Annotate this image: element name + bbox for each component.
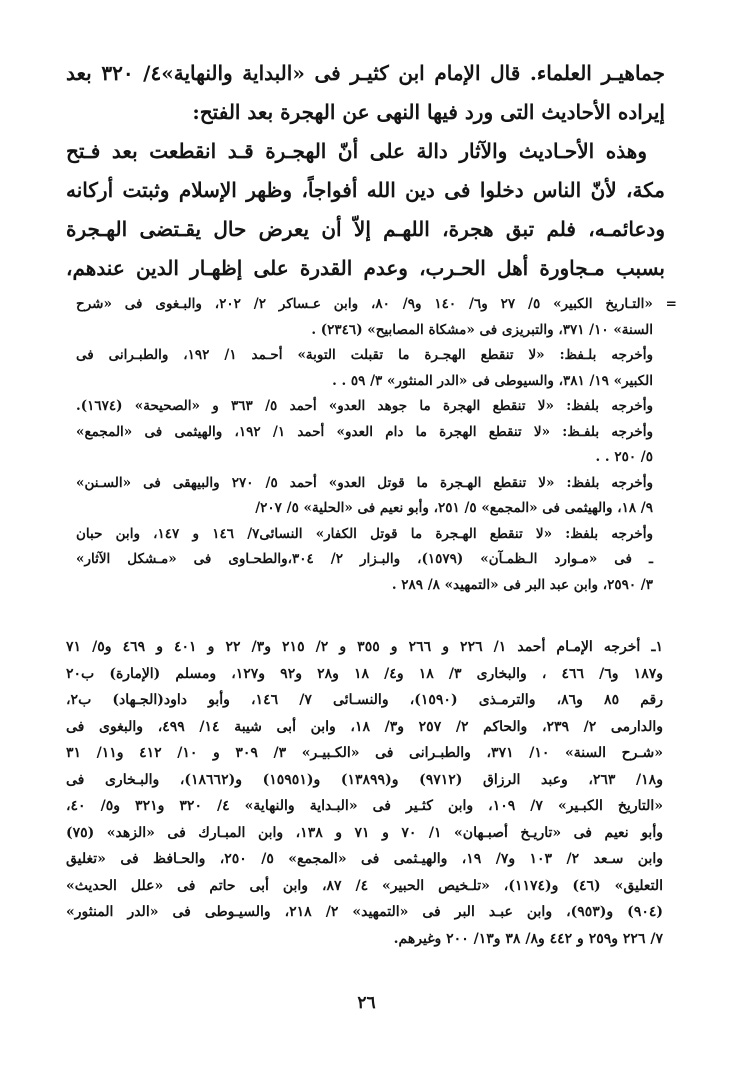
footnote-line: ٩/ ١٨، والهيثمى فى «المجمع» ٥/ ٢٥١، وأبو نعيم فى «الحلية» ٥/ ٢٠٧/ <box>255 500 653 516</box>
footnote-line: وابن سـعد ٢/ ١٠٣ و٧/ ١٩، والهيـثمى فى «المجمع» ٥/ ٢٥٠، والحـافظ فى «تغليق <box>66 851 663 867</box>
main-text-line: بسبب مـجاورة أهل الحـرب، وعدم القدرة على إظهـار الدين عندهم، <box>66 256 665 280</box>
footnote-line: و١٨/ ٢٦٣، وعبد الرزاق (٩٧١٢) و(١٣٨٩٩) و(١٥٩٥١) و(١٨٦٦٢)، والبـخارى فى <box>66 771 663 788</box>
footnote-1 <box>66 634 663 952</box>
footnote-line: وأخرجه بلفظ: «لا تنقطع الهـجرة ما قوتل العدو» أحمد ٥/ ٢٧٠ والبيهقى فى «السـنن» <box>76 474 654 491</box>
main-text-line: إيراده الأحاديث التى ورد فيها النهى عن الهجرة بعد الفتح: <box>192 100 665 124</box>
footnote-line: (٩٠٤) و(٩٥٣)، وابن عبـد البر فى «التمهيد» ٢/ ٢١٨، والسيـوطى فى «الدر المنثور» <box>66 904 663 920</box>
footnote-line: ٣/ ٢٥٩٠، وابن عبد البر فى «التمهيد» ٨/ ٢٨٩ . <box>391 576 653 593</box>
footnote-line: و١٨٧ و٦/ ٤٦٦ ، والبخارى ٣/ ١٨ و٤/ ١٨ و٢٨ و٩٢ و١٢٧، ومسلم (الإمارة) ب٢٠ <box>66 665 663 682</box>
main-text-line: ودعائمـه، فلم تبق هجرة، اللهـم إلاّ أن يعرض حال يقـتضى الهـجرة <box>66 217 665 241</box>
footnote-line: «التاريخ الكبـير» ٧/ ١٠٩، وابن كثـير فى «البـداية والنهاية» ٤/ ٣٢٠ و٣٢١ و٥/ ٤٠، <box>66 798 663 814</box>
footnote-line: = «التـاريخ الكبير» ٥/ ٢٧ و٦/ ١٤٠ و٩/ ٨٠، وابن عـساكر ٢/ ٢٠٢، والبـغوى فى «شرح <box>76 296 677 312</box>
main-text-line: وهذه الأحـاديث والآثار دالة على أنّ الهجـرة قـد انقطعت بعد فـتح <box>66 139 647 163</box>
main-text-line: مكة، لأنّ الناس دخلوا فى دين الله أفواجاً، وظهر الإسلام وثبتت أركانه <box>66 178 665 202</box>
footnote-line: السنة» ١٠/ ٣٧١، والتبريزى فى «مشكاة المصابيح» (٢٣٤٦) . <box>311 321 653 338</box>
footnote-line: وأخرجه بلفظ: «لا تنقطع الهـجرة ما قوتل الكفار» النسائى٧/ ١٤٦ و ١٤٧، وابن حبان <box>76 525 653 542</box>
footnote-line: وأخرجه بلفـظ: «لا تنقطع الهجرة ما دام العدو» أحمد ١/ ١٩٢، والهيثمى فى «المجمع» <box>76 423 653 440</box>
footnotes-continued <box>76 292 677 598</box>
footnote-line: التعليق» (٤٦) و(١١٧٤)، «تلـخيص الحبير» ٤/ ٨٧، وابن أبى حاتم فى «علل الحديث» <box>66 877 663 894</box>
footnote-line: ـ فى «مـوارد الـظمـآن» (١٥٧٩)، والبـزار ٢/ ٣٠٤،والطحـاوى فى «مـشكل الآثار» <box>76 551 653 567</box>
footnote-line: ٧/ ٢٢٦ و٢٥٩ و ٤٤٢ و٨/ ٣٨ و١٣/ ٢٠٠ وغيرهم. <box>393 930 663 947</box>
main-text <box>66 54 665 288</box>
footnote-line: والدارمى ٢/ ٢٣٩، والحاكم ٢/ ٢٥٧ و٣/ ١٨، وابن أبى شيبة ١٤/ ٤٩٩، والبغوى فى <box>66 718 663 735</box>
footnote-line: رقم ٨٥ و٨٦، والترمـذى (١٥٩٠)، والنسـائى ٧/ ١٤٦، وأبو داود(الجـهاد) ب٢، <box>66 692 663 708</box>
footnote-line: ٥/ ٢٥٠ . . <box>595 449 653 465</box>
footnote-line: ١ـ أخرجه الإمـام أحمد ١/ ٢٢٦ و ٢٦٦ و ٣٥٥ و ٢/ ٢١٥ و٣/ ٢٢ و ٤٠١ و ٤٦٩ و٥/ ٧١ <box>66 639 663 655</box>
footnote-line: الكبير» ١٩/ ٣٨١، والسيوطى فى «الدر المنثور» ٣/ ٥٩ . . <box>332 372 653 389</box>
footnote-line: «شـرح السنة» ١٠/ ٣٧١، والطبـرانى فى «الكـبيـر» ٣/ ٣٠٩ و ١٠/ ٤١٢ و١١/ ٣١ <box>66 745 663 761</box>
footnote-line: وأخرجه بلـفظ: «لا تنقطع الهجـرة ما تقبلت التوبة» أحـمد ١/ ١٩٢، والطبـرانى فى <box>76 347 653 363</box>
footnote-line: وأبو نعيم فى «تاريـخ أصبـهان» ١/ ٧٠ و ٧١ و ١٣٨، وابن المبـارك فى «الزهد» (٧٥) <box>66 824 663 841</box>
main-text-line: جماهيـر العلماء. قال الإمام ابن كثيـر فى «البداية والنهاية»٤/ ٣٢٠ بعد <box>66 61 665 85</box>
footnote-line: وأخرجه بلفظ: «لا تنقطع الهجرة ما جوهد العدو» أحمد ٥/ ٣٦٣ و «الصحيحة» (١٦٧٤). <box>76 398 653 414</box>
page-number: ٢٦ <box>357 993 376 1013</box>
